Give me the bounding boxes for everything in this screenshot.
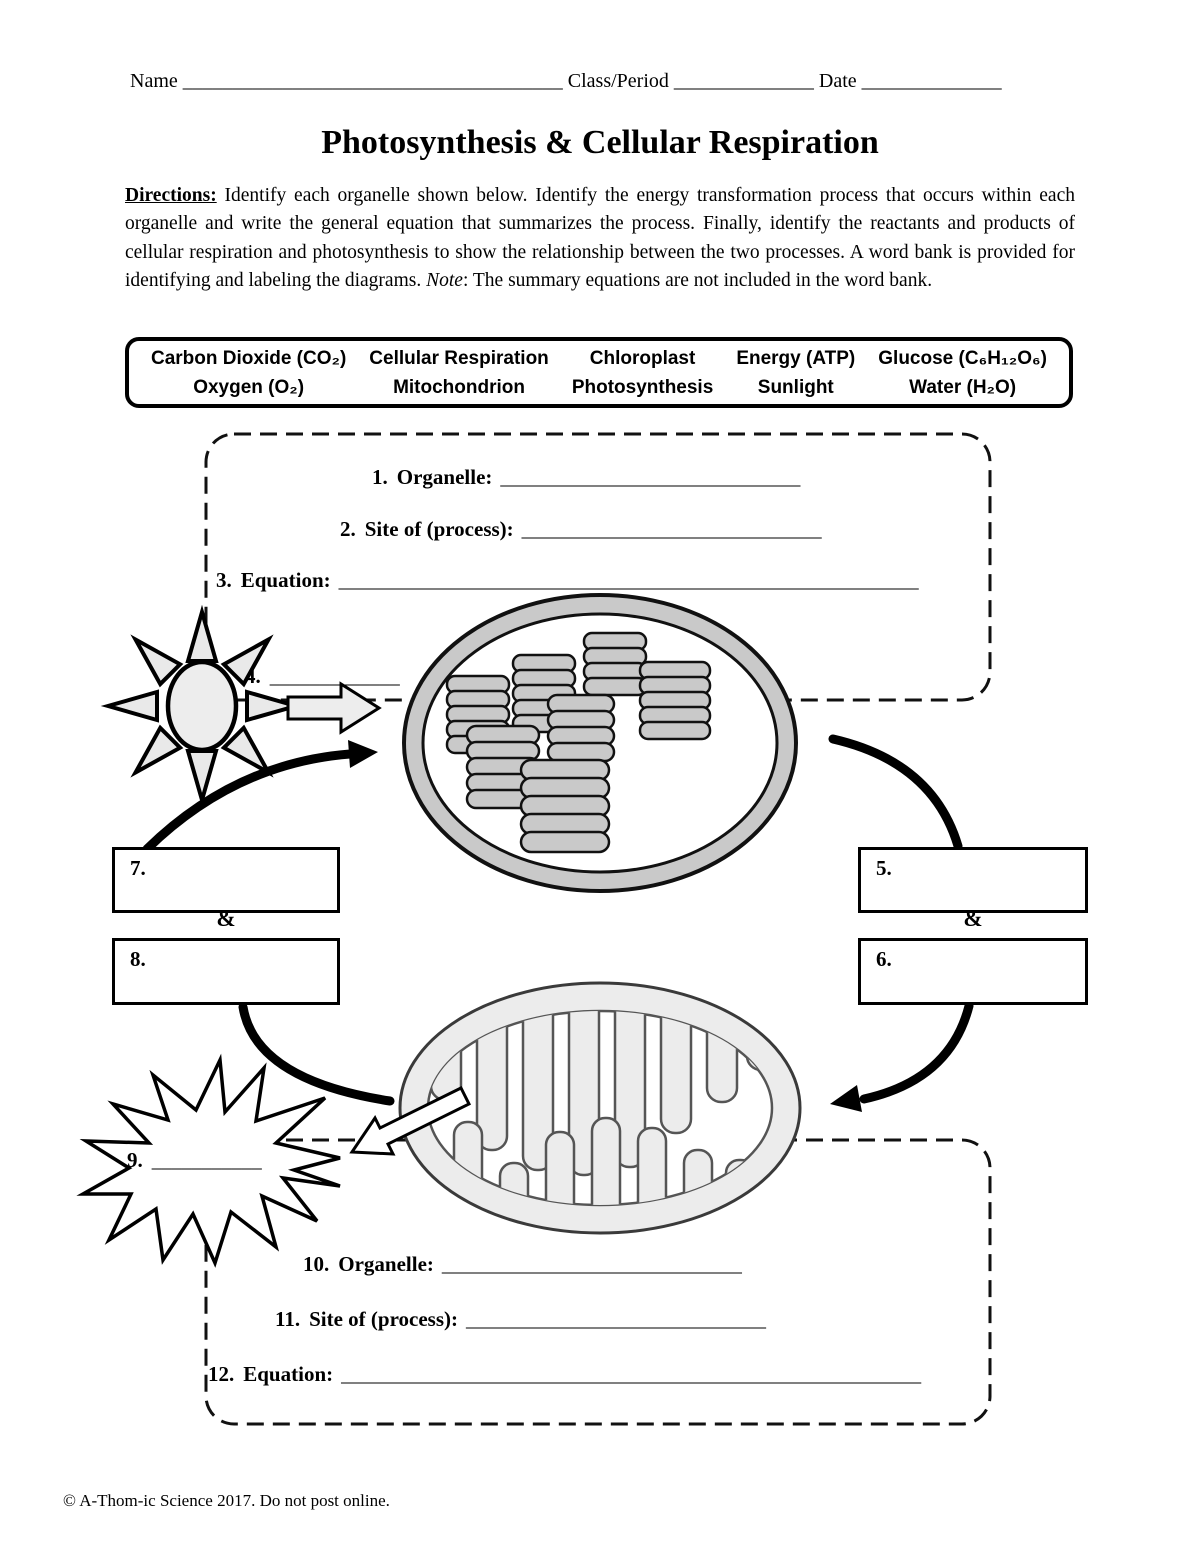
- word-bank-column: [369, 344, 549, 402]
- field-number: 2.: [340, 517, 356, 541]
- arrowhead-to-mitochondrion: [830, 1085, 862, 1112]
- field-blank-line: ______________________________: [466, 1309, 767, 1331]
- field-number: 9.: [127, 1148, 143, 1172]
- worksheet-title: Photosynthesis & Cellular Respiration: [321, 124, 879, 161]
- field-label: Site of (process):: [364, 517, 514, 541]
- box-number: 8.: [130, 947, 146, 971]
- word-bank-term: Sunlight: [757, 376, 834, 398]
- directions-body: Identify each organelle shown below. Identify the energy transformation process that occurs within each organelle and write the general equation that summarizes the process. Finally, identify the reactants and products of cellular respiration and photosynthesis to show the relationship between the two processes. A word bank is provided for identifying and labeling the diagrams.: [125, 185, 1075, 292]
- field-blank-line: ___________: [151, 1150, 262, 1172]
- word-bank-term: Photosynthesis: [571, 376, 714, 398]
- field-number: 1.: [372, 465, 388, 489]
- field-blank-line: ______________________________: [441, 1254, 742, 1276]
- field-number: 4.: [245, 664, 261, 688]
- field-label: Equation:: [243, 1362, 334, 1386]
- arrow-mitochondrion-to-box8: [243, 1007, 390, 1101]
- note-body: : The summary equations are not included in the word bank.: [462, 270, 933, 292]
- date-blank-line: ______________: [861, 70, 1002, 92]
- arrow-box6-to-mitochondrion: [864, 1006, 969, 1099]
- field-label: Organelle:: [338, 1252, 434, 1276]
- directions-label: Directions:: [125, 185, 217, 206]
- field-10-organelle: [303, 1252, 742, 1277]
- word-bank-column: [151, 344, 346, 402]
- arrow-box7-to-chloroplast: [147, 754, 350, 849]
- field-blank-line: __________________________________________________________: [338, 570, 919, 592]
- ampersand-right: &: [963, 906, 983, 931]
- word-bank-term: Mitochondrion: [393, 376, 525, 398]
- field-number: 12.: [208, 1362, 235, 1386]
- word-bank-term: Oxygen (O₂): [193, 376, 305, 398]
- field-blank-line: ______________________________: [521, 519, 822, 541]
- field-11-site-of-process: [275, 1307, 766, 1332]
- name-label: Name: [130, 70, 178, 92]
- header-line: [130, 70, 1002, 93]
- answer-box-5: [858, 847, 1088, 913]
- chloroplast-diagram: [404, 595, 796, 891]
- field-9-energy: [127, 1148, 262, 1173]
- field-2-site-of-process: [340, 517, 822, 542]
- word-bank-term: Cellular Respiration: [369, 347, 549, 369]
- field-number: 10.: [303, 1252, 330, 1276]
- field-number: 3.: [216, 568, 232, 592]
- name-blank-line: ______________________________________: [182, 70, 563, 92]
- field-label: Organelle:: [396, 465, 493, 489]
- word-bank: [125, 337, 1073, 408]
- field-blank-line: _____________: [269, 666, 400, 688]
- word-bank-term: Glucose (C₆H₁₂O₆): [878, 347, 1047, 369]
- word-bank-column: [572, 344, 713, 402]
- class-period-blank-line: ______________: [673, 70, 814, 92]
- box-number: 6.: [876, 947, 892, 971]
- field-4-sunlight: [245, 664, 400, 689]
- field-label: Site of (process):: [309, 1307, 459, 1331]
- arrowhead-to-chloroplast: [348, 740, 378, 768]
- answer-box-6: [858, 938, 1088, 1005]
- ampersand-left: &: [216, 906, 236, 931]
- answer-box-8: [112, 938, 340, 1005]
- word-bank-term: Water (H₂O): [909, 376, 1017, 398]
- field-12-equation: [208, 1362, 921, 1387]
- word-bank-column: [736, 344, 855, 402]
- field-1-organelle: [372, 465, 800, 490]
- word-bank-term: Carbon Dioxide (CO₂): [151, 347, 347, 369]
- word-bank-term: Energy (ATP): [736, 347, 856, 369]
- field-label: Equation:: [240, 568, 331, 592]
- box-number: 5.: [876, 856, 892, 880]
- class-period-label: Class/Period: [567, 70, 669, 92]
- box-number: 7.: [130, 856, 146, 880]
- note-label: Note: [426, 270, 463, 292]
- date-label: Date: [818, 70, 857, 92]
- field-blank-line: __________________________________________________________: [341, 1364, 922, 1386]
- field-blank-line: ______________________________: [500, 467, 801, 489]
- sunlight-block-arrow: [288, 684, 379, 732]
- word-bank-column: [878, 344, 1047, 402]
- copyright-footer: © A-Thom-ic Science 2017. Do not post online.: [63, 1491, 390, 1510]
- arrow-chloroplast-to-box5: [833, 739, 958, 846]
- field-3-equation: [216, 568, 919, 593]
- directions-paragraph: [125, 182, 1075, 296]
- answer-box-7: [112, 847, 340, 913]
- word-bank-term: Chloroplast: [589, 347, 696, 369]
- field-number: 11.: [275, 1307, 301, 1331]
- sun-icon: [108, 612, 296, 800]
